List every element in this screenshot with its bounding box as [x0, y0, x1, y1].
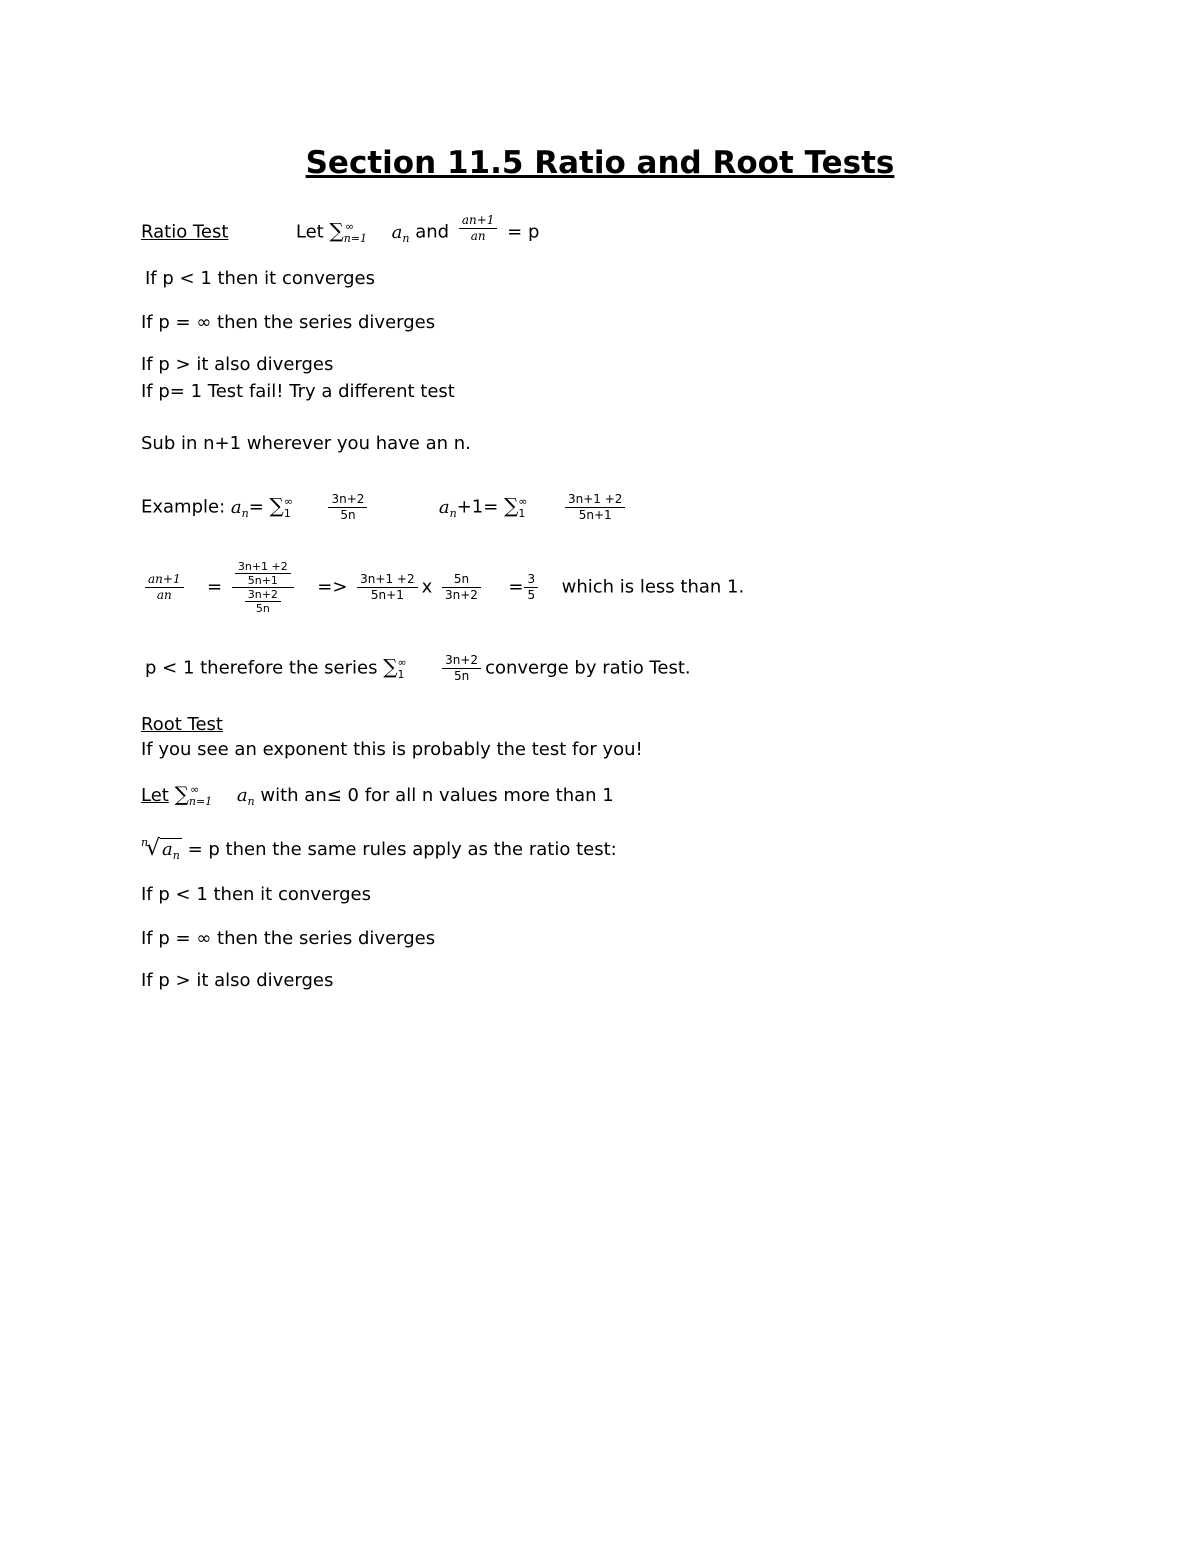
root-test-heading: Root Test	[141, 714, 223, 735]
nth-root: n √ $a_n$	[141, 836, 180, 862]
root-rule-infinity-diverges: If p = ∞ then the series diverges	[141, 928, 436, 949]
example-label: Example:	[141, 496, 226, 518]
page-title: Section 11.5 Ratio and Root Tests	[305, 145, 895, 181]
let-text: Let	[295, 221, 324, 243]
ratio-fraction: $\frac{an+1}{an}$	[459, 213, 498, 244]
calc-fraction-1: $\frac{3n+1 +2}{5n+1}$	[357, 572, 417, 603]
sub-in-instruction: Sub in n+1 wherever you have an n.	[141, 433, 471, 454]
root-formula-line	[141, 837, 617, 864]
root-test-intro: If you see an exponent this is probably the test for you!	[141, 739, 643, 760]
root-condition-text: with an≤ 0 for all n values more than 1	[260, 785, 614, 806]
ratio-rule-infinity-diverges: If p = ∞ then the series diverges	[141, 312, 436, 333]
ratio-rule-greater-diverges: If p > it also diverges	[141, 354, 334, 375]
ratio-test-heading: Ratio Test	[141, 221, 229, 243]
root-test-definition: Let $\sum_{n=1}^\infty$ $a_n$ with an≤ 0 for all n values more than 1	[141, 782, 614, 808]
sigma-symbol: ∑	[269, 493, 284, 518]
ratio-conclusion: p < 1 therefore the series $\sum_1^\infty$ $\frac{3n+2}{5n}$ converge by ratio Test.	[145, 653, 691, 683]
and-text: and	[415, 221, 450, 243]
ratio-test-definition	[141, 213, 540, 248]
sigma-symbol: ∑	[174, 782, 189, 806]
sigma-symbol: ∑	[504, 493, 519, 518]
sum-upper-limit: ∞	[345, 219, 355, 233]
root-rule-intro: = p then the same rules apply as the ratio test:	[187, 839, 617, 860]
example-line: Example: $a_n= \sum_1^\infty$ $\frac{3n+2}{5n}$ $a_n+1= \sum_1^\infty$ $\frac{3n+1 +2}{5n+1}$	[141, 492, 629, 523]
root-rule-converges: If p < 1 then it converges	[141, 884, 371, 905]
calc-result-fraction: $\frac{3}{5}$	[524, 572, 538, 603]
calc-nested-fraction: $\frac{\frac{3n+1 +2}{5n+1}}{\frac{3n+2}{5n}}$	[232, 560, 294, 615]
root-rule-greater-diverges: If p > it also diverges	[141, 970, 334, 991]
sigma-symbol: ∑	[383, 654, 398, 679]
conclusion-fraction: $\frac{3n+2}{5n}$	[442, 653, 481, 684]
calc-fraction-2: $\frac{5n}{3n+2}$	[442, 572, 481, 603]
ratio-rule-test-fail: If p= 1 Test fail! Try a different test	[141, 381, 455, 402]
sum-lower-limit: n=1	[343, 231, 368, 245]
ratio-rule-converges: If p < 1 then it converges	[145, 268, 375, 289]
equals-p-text: = p	[507, 221, 540, 243]
sigma-symbol: ∑	[329, 218, 344, 243]
example-fraction-an1: $\frac{3n+1 +2}{5n+1}$	[565, 492, 625, 523]
ratio-calculation: $\frac{an+1}{an}$ = $\frac{\frac{3n+1 +2}{5n+1}}{\frac{3n+2}{5n}}$ => $\frac{3n+1 +2}{5n+1}$ x $\frac{5n}{3n+2}$ = $\frac{3}{5}$ which is less than 1.	[141, 560, 744, 615]
calc-lhs-fraction: $\frac{an+1}{an}$	[145, 572, 184, 603]
a-n-term: $a_n$	[391, 221, 410, 245]
calc-conclusion-text: which is less than 1.	[561, 576, 745, 598]
example-fraction-an: $\frac{3n+2}{5n}$	[328, 492, 367, 523]
